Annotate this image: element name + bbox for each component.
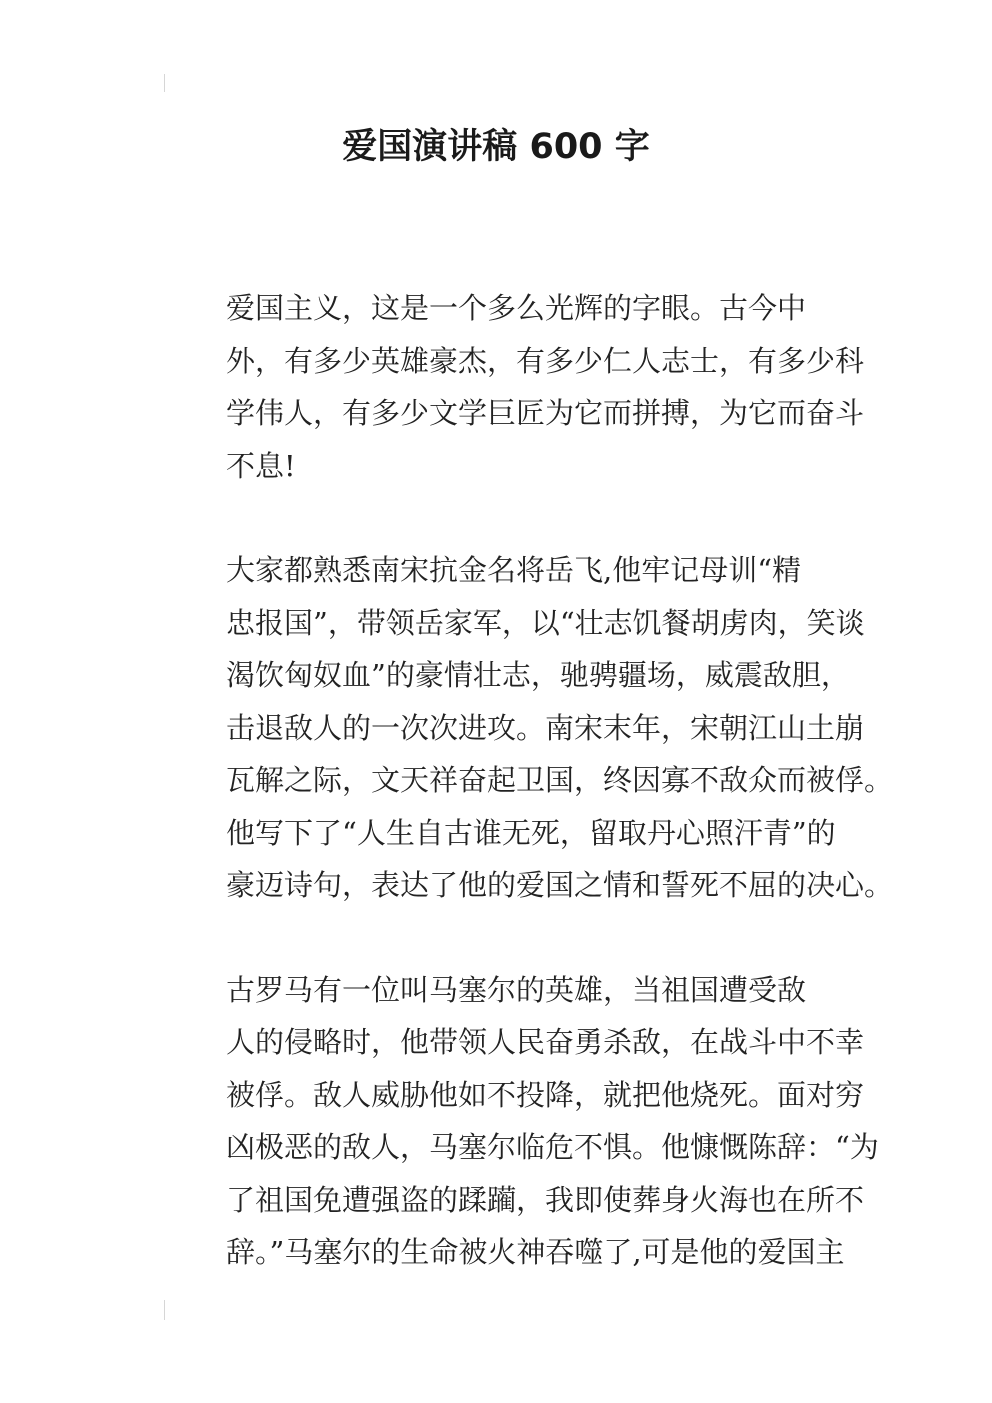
text-line: 学伟人，有多少文学巨匠为它而拼搏，为它而奋斗 <box>226 396 865 430</box>
text-line: 被俘。敌人威胁他如不投降，就把他烧死。面对穷 <box>226 1077 865 1112</box>
document-body <box>166 282 894 1279</box>
text-line: 击退敌人的一次次进攻。南宋末年，宋朝江山土崩 <box>226 710 865 745</box>
margin-mark-top <box>164 74 165 92</box>
text-line: 古罗马有一位叫马塞尔的英雄，当祖国遭受敌 <box>226 972 807 1007</box>
text-line: 人的侵略时，他带领人民奋勇杀敌，在战斗中不幸 <box>226 1025 865 1059</box>
text-line: 不息! <box>226 448 296 483</box>
text-line: 大家都熟悉南宋抗金名将岳飞,他牢记母训“精 <box>226 553 802 587</box>
text-line: 外，有多少英雄豪杰，有多少仁人志士，有多少科 <box>226 343 865 378</box>
text-line: 了祖国免遭强盗的蹂躏，我即使葬身火海也在所不 <box>226 1182 865 1217</box>
text-line: 凶极恶的敌人，马塞尔临危不惧。他慷慨陈辞：“为 <box>226 1130 879 1164</box>
text-line: 忠报国”，带领岳家军，以“壮志饥餐胡虏肉，笑谈 <box>226 605 865 640</box>
margin-mark-bottom <box>164 1300 165 1320</box>
text-line: 豪迈诗句，表达了他的爱国之情和誓死不屈的决心。 <box>226 868 894 902</box>
text-line: 瓦解之际，文天祥奋起卫国，终因寡不敌众而被俘。 <box>226 763 894 797</box>
paragraph-1 <box>166 282 865 492</box>
text-line: 他写下了“人生自古谁无死，留取丹心照汗青”的 <box>226 815 836 850</box>
text-line: 辞。”马塞尔的生命被火神吞噬了,可是他的爱国主 <box>226 1235 845 1269</box>
paragraph-2 <box>166 544 894 912</box>
paragraph-3 <box>166 964 879 1279</box>
text-line: 爱国主义，这是一个多么光辉的字眼。古今中 <box>226 291 807 325</box>
text-line: 渴饮匈奴血”的豪情壮志，驰骋疆场，威震敌胆， <box>226 658 850 692</box>
document-title: 爱国演讲稿 600 字 <box>342 127 650 167</box>
